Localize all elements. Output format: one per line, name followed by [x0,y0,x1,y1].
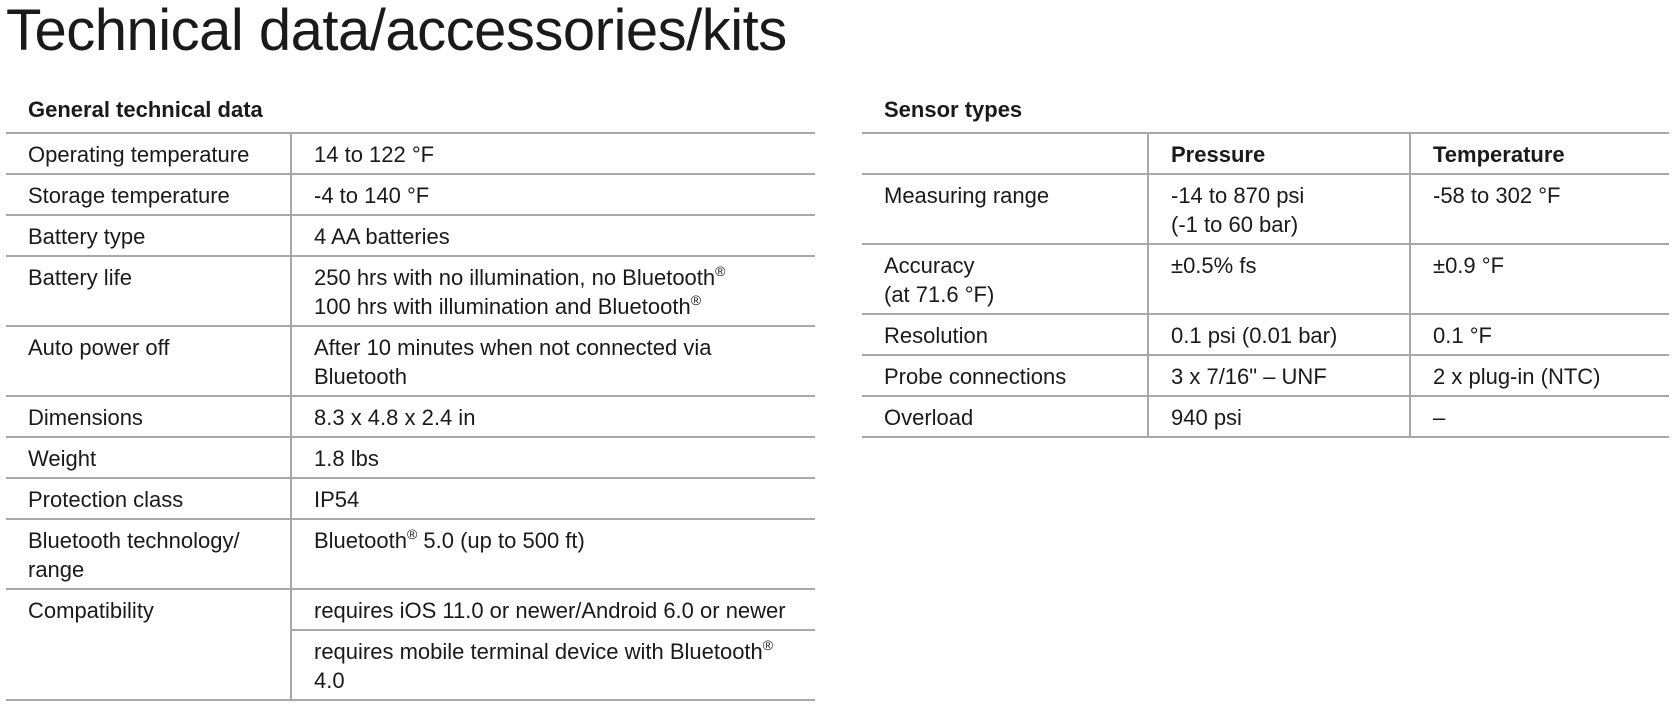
pressure-line-1: -14 to 870 psi [1171,183,1305,208]
battery-life-line-2: 100 hrs with illumination and Bluetooth [314,294,691,319]
row-label: Dimensions [6,396,291,437]
temperature-value: – [1410,396,1669,437]
temperature-value: 0.1 °F [1410,314,1669,355]
table-row [6,519,815,589]
accuracy-condition: (at 71.6 °F) [884,282,995,307]
row-label: Weight [6,437,291,478]
sensor-types-section [862,96,1669,438]
row-label: Compatibility [6,589,291,700]
table-row [6,589,815,630]
registered-mark: ® [762,637,774,653]
bluetooth-version-text: 5.0 (up to 500 ft) [417,528,585,553]
row-label: Operating temperature [6,133,291,174]
row-value: After 10 minutes when not connected via Bluetooth [291,326,815,396]
column-header-temperature: Temperature [1410,133,1669,174]
bluetooth-text: Bluetooth [314,528,407,553]
row-value: -4 to 140 °F [291,174,815,215]
pressure-line-2: (-1 to 60 bar) [1171,212,1299,237]
temperature-value: 2 x plug-in (NTC) [1410,355,1669,396]
compatibility-text: requires mobile terminal device with Bluetooth [314,639,763,664]
pressure-value: 3 x 7/16" – UNF [1148,355,1410,396]
pressure-value: 0.1 psi (0.01 bar) [1148,314,1410,355]
row-label: Resolution [862,314,1148,355]
battery-life-line-1: 250 hrs with no illumination, no Bluetooth [314,265,716,290]
table-row [862,244,1669,314]
sensor-types-table [862,132,1669,438]
row-value: 8.3 x 4.8 x 2.4 in [291,396,815,437]
table-row [6,256,815,326]
page-title: Technical data/accessories/kits [6,0,787,63]
row-value: 1.8 lbs [291,437,815,478]
row-label: Measuring range [862,174,1148,244]
general-technical-data-heading: General technical data [28,97,263,122]
table-row [862,314,1669,355]
compatibility-version-text: 4.0 [314,668,345,693]
table-row [862,355,1669,396]
general-technical-data-table [6,132,815,701]
temperature-value: ±0.9 °F [1410,244,1669,314]
row-label: Storage temperature [6,174,291,215]
pressure-value: ±0.5% fs [1148,244,1410,314]
accuracy-label: Accuracy [884,253,975,278]
column-header-pressure: Pressure [1148,133,1410,174]
row-label: Auto power off [6,326,291,396]
row-value [291,256,815,326]
registered-mark: ® [715,263,726,279]
row-value: requires iOS 11.0 or newer/Android 6.0 or newer [291,589,815,630]
table-row [6,437,815,478]
row-label: Protection class [6,478,291,519]
row-value: 4 AA batteries [291,215,815,256]
registered-mark: ® [690,292,702,308]
row-value: 14 to 122 °F [291,133,815,174]
registered-mark: ® [406,526,418,542]
table-row [6,396,815,437]
row-label: Overload [862,396,1148,437]
row-label: Probe connections [862,355,1148,396]
table-row [862,174,1669,244]
row-value [291,519,815,589]
table-row [6,478,815,519]
table-row [862,396,1669,437]
table-row [6,133,815,174]
row-label: Battery type [6,215,291,256]
pressure-value [1148,174,1410,244]
row-label: Bluetooth technology/ range [6,519,291,589]
column-header [862,133,1148,174]
temperature-value: -58 to 302 °F [1410,174,1669,244]
table-row [6,174,815,215]
sensor-types-heading: Sensor types [884,97,1023,122]
table-header-row [862,133,1669,174]
row-value: IP54 [291,478,815,519]
pressure-value: 940 psi [1148,396,1410,437]
table-row [6,326,815,396]
row-label [862,244,1148,314]
general-technical-data-section [6,96,815,701]
row-value [291,630,815,700]
table-row [6,215,815,256]
row-label: Battery life [6,256,291,326]
